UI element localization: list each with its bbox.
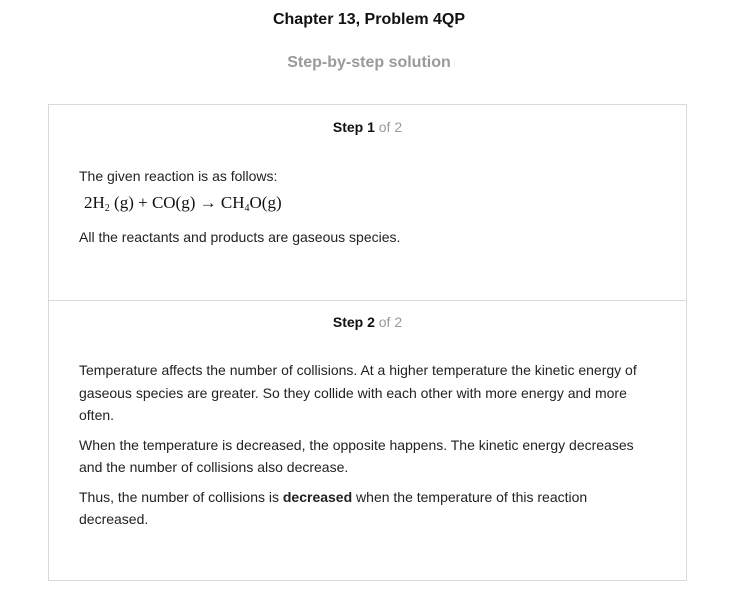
step-1-label: Step 1 [332, 119, 375, 135]
step-2-section [49, 301, 686, 580]
step-2-conclusion-start: Thus, the number of collisions is [79, 488, 283, 505]
step-2-paragraph-2: When the temperature is decreased, the opposite happens. The kinetic energy decreases and the number of collisions also decrease. [79, 436, 634, 475]
step-1-note: All the reactants and products are gaseous species. [79, 229, 401, 245]
step-2-conclusion-bold: decreased [282, 488, 353, 505]
step-2-paragraph-1: Temperature affects the number of collisions. At a higher temperature the kinetic energy of gaseous species are greater. So they collide with each other with more energy and more often. [79, 362, 637, 423]
equation-middle: (g) + CO(g) → CH [109, 193, 245, 212]
step-1-section [49, 105, 686, 301]
solution-container [48, 104, 687, 581]
page-title: Chapter 13, Problem 4QP [272, 11, 466, 28]
reaction-equation [84, 193, 282, 213]
step-2-conclusion-end: when the temperature of this reaction decreased. [79, 488, 588, 527]
step-1-of-count: of 2 [374, 119, 403, 135]
equation-subscript-4: 4 [244, 203, 250, 214]
solution-subtitle: Step-by-step solution [287, 54, 451, 71]
equation-product-tail: O(g) [249, 193, 282, 212]
step-2-body [79, 359, 659, 538]
step-1-intro: The given reaction is as follows: [79, 168, 278, 184]
step-1-header [49, 119, 686, 135]
step-2-header [49, 314, 686, 330]
equation-subscript-2: 2 [104, 203, 110, 214]
equation-reactant-h2: 2H [84, 193, 105, 212]
step-2-of-count: of 2 [374, 314, 403, 330]
step-2-paragraph-3 [79, 486, 659, 531]
step-2-label: Step 2 [332, 314, 375, 330]
